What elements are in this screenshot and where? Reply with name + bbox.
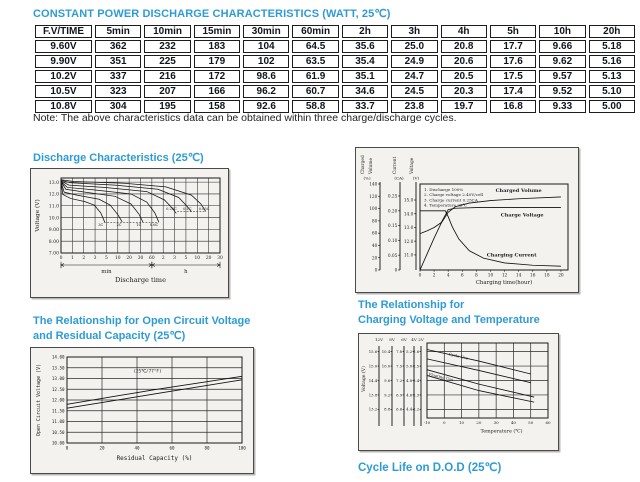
table-cell: 24.9: [391, 55, 437, 68]
table-header-cell: 15min: [194, 25, 240, 38]
ocv-chart: [30, 347, 254, 474]
temp-chart-title: [358, 298, 540, 328]
svg-text:Voltage (V): Voltage (V): [362, 366, 367, 392]
table-cell: 60.7: [292, 85, 338, 98]
svg-text:60: 60: [169, 445, 175, 451]
table-cell: 35.1: [342, 70, 388, 83]
svg-text:6V: 6V: [401, 337, 407, 342]
svg-text:0: 0: [443, 420, 446, 425]
table-cell: 9.57: [539, 70, 585, 83]
table-cell: 337: [95, 70, 141, 83]
svg-text:50: 50: [528, 420, 534, 425]
table-cell: 35.6: [342, 40, 388, 53]
svg-text:140: 140: [369, 182, 378, 188]
table-cell: 362: [95, 40, 141, 53]
table-cell: 20.6: [441, 55, 487, 68]
table-cell: 20.8: [441, 40, 487, 53]
svg-text:60: 60: [545, 420, 551, 425]
svg-text:8: 8: [475, 273, 478, 279]
svg-text:100: 100: [369, 207, 378, 213]
svg-text:15.0: 15.0: [368, 363, 378, 369]
svg-text:8V: 8V: [389, 337, 395, 342]
table-cell: 158: [194, 100, 240, 113]
svg-text:0.1C: 0.1C: [183, 207, 192, 212]
table-cell: 179: [194, 55, 240, 68]
svg-text:11.00: 11.00: [51, 419, 65, 424]
svg-text:30: 30: [493, 420, 499, 425]
svg-text:1C: 1C: [136, 222, 142, 227]
svg-text:30: 30: [137, 256, 144, 261]
svg-text:4.8: 4.8: [406, 377, 413, 383]
svg-text:40: 40: [371, 244, 378, 250]
svg-text:Floating Use: Floating Use: [428, 371, 455, 383]
temp-chart-canvas: [359, 334, 557, 449]
table-cell: 19.7: [441, 100, 487, 113]
svg-text:20: 20: [371, 256, 378, 262]
svg-text:Temperature (℃): Temperature (℃): [480, 429, 523, 435]
svg-text:-10: -10: [423, 420, 431, 425]
svg-text:13.8: 13.8: [368, 392, 378, 398]
svg-text:10: 10: [114, 256, 121, 261]
svg-text:12.00: 12.00: [51, 397, 65, 403]
svg-text:Volume: Volume: [369, 157, 374, 174]
svg-text:11.0: 11.0: [403, 253, 414, 259]
table-cell: 225: [144, 55, 190, 68]
temp-chart-title-line2: Charging Voltage and Temperature: [358, 314, 540, 326]
svg-text:14.00: 14.00: [51, 354, 65, 360]
table-cell: 5.13: [589, 70, 635, 83]
table-note: Note: The above characteristics data can be obtained within three charge/discharge cycles.: [33, 112, 457, 124]
svg-text:10.00: 10.00: [51, 440, 65, 446]
table-header-cell: 2h: [342, 25, 388, 38]
svg-text:2.4: 2.4: [413, 377, 420, 383]
table-cell: 23.8: [391, 100, 437, 113]
table-cell: 216: [144, 70, 190, 83]
table-cell: 166: [194, 85, 240, 98]
svg-text:12.0: 12.0: [403, 239, 414, 245]
table-cell: 183: [194, 40, 240, 53]
table-cell: 61.9: [292, 70, 338, 83]
svg-text:6.9: 6.9: [396, 392, 403, 398]
temp-chart-title-line1: The Relationship for: [358, 299, 465, 311]
svg-text:2C: 2C: [116, 222, 122, 227]
svg-text:Voltage (V): Voltage (V): [35, 199, 41, 232]
charging-characteristics-chart: [355, 147, 579, 293]
constant-power-table: [32, 23, 638, 115]
table-header-cell: 10h: [539, 25, 585, 38]
table-cell: 24.5: [391, 85, 437, 98]
svg-text:12.50: 12.50: [51, 386, 65, 392]
svg-text:5: 5: [184, 256, 188, 261]
svg-text:13.0: 13.0: [48, 180, 59, 186]
svg-text:18: 18: [544, 273, 550, 279]
table-header-cell: 3h: [391, 25, 437, 38]
svg-text:5: 5: [105, 256, 108, 261]
svg-text:11.0: 11.0: [48, 204, 59, 210]
svg-text:2.3: 2.3: [413, 392, 420, 398]
svg-text:4.6: 4.6: [406, 392, 413, 398]
svg-text:13.50: 13.50: [51, 365, 65, 371]
svg-text:2.6: 2.6: [413, 349, 420, 355]
svg-text:6.6: 6.6: [396, 406, 403, 412]
table-cell: 104: [243, 40, 289, 53]
svg-text:15.6: 15.6: [368, 349, 378, 355]
table-cell: 16.8: [490, 100, 536, 113]
svg-text:10: 10: [459, 420, 465, 425]
table-row: [35, 70, 635, 83]
table-cell: 17.6: [490, 55, 536, 68]
svg-text:2.2: 2.2: [413, 406, 420, 412]
page-title: CONSTANT POWER DISCHARGE CHARACTERISTICS (WATT, 25℃): [33, 8, 391, 20]
table-cell: 304: [95, 100, 141, 113]
svg-text:2: 2: [432, 273, 436, 279]
table-row: [35, 40, 635, 53]
table-cell: 63.5: [292, 55, 338, 68]
svg-text:0.05: 0.05: [387, 253, 398, 259]
table-cell: 323: [95, 85, 141, 98]
svg-text:2: 2: [161, 256, 165, 261]
svg-text:7.5: 7.5: [396, 363, 403, 369]
table-row: [35, 55, 635, 68]
table-cell: 351: [95, 55, 141, 68]
svg-text:10.0: 10.0: [48, 216, 59, 222]
svg-text:3: 3: [173, 256, 176, 261]
svg-text:4: 4: [446, 273, 450, 279]
svg-text:Cycle Use: Cycle Use: [448, 351, 469, 361]
table-cell: 102: [243, 55, 289, 68]
discharge-chart: [30, 168, 229, 298]
svg-text:5.0: 5.0: [406, 363, 413, 369]
table-cell: 58.8: [292, 100, 338, 113]
discharge-chart-canvas: [31, 169, 227, 296]
svg-text:13.2: 13.2: [368, 406, 378, 412]
table-cell: 9.62: [539, 55, 585, 68]
svg-text:0.20: 0.20: [387, 209, 398, 215]
svg-text:4.4: 4.4: [406, 406, 413, 412]
svg-text:Charge Voltage: Charge Voltage: [500, 212, 544, 219]
svg-text:2.5: 2.5: [413, 363, 420, 369]
svg-text:30: 30: [217, 256, 223, 261]
svg-text:14.0: 14.0: [403, 212, 414, 218]
table-cell: 9.90V: [35, 55, 92, 68]
svg-text:40: 40: [134, 445, 140, 451]
table-header-cell: 20h: [589, 25, 635, 38]
svg-text:9.00: 9.00: [48, 228, 59, 234]
svg-text:0.15: 0.15: [387, 224, 398, 230]
svg-text:13.0: 13.0: [403, 226, 414, 232]
svg-text:16: 16: [530, 273, 536, 279]
table-header-cell: F.V/TIME: [35, 25, 92, 38]
svg-text:12V: 12V: [375, 337, 383, 342]
svg-text:2. Charge voltage 2.40V/cell: 2. Charge voltage 2.40V/cell: [424, 192, 484, 198]
svg-text:(25℃/77°F): (25℃/77°F): [133, 369, 162, 375]
svg-text:12.0: 12.0: [48, 192, 59, 198]
table-header-cell: 5min: [95, 25, 141, 38]
svg-text:Charging time(hour): Charging time(hour): [475, 280, 533, 286]
table-cell: 5.10: [589, 85, 635, 98]
svg-text:0.6C: 0.6C: [149, 222, 159, 227]
cycle-life-title: Cycle Life on D.O.D (25℃): [358, 462, 502, 474]
svg-text:1: 1: [70, 256, 74, 261]
table-cell: 17.5: [490, 70, 536, 83]
svg-text:3. Charge current 0.25CA: 3. Charge current 0.25CA: [424, 197, 478, 203]
svg-text:20: 20: [205, 256, 212, 261]
svg-text:7.2: 7.2: [396, 377, 403, 383]
svg-text:Charged Volume: Charged Volume: [495, 187, 542, 194]
svg-text:2: 2: [82, 256, 86, 261]
svg-text:10.50: 10.50: [51, 429, 65, 435]
table-cell: 9.33: [539, 100, 585, 113]
table-cell: 34.6: [342, 85, 388, 98]
svg-text:7.8: 7.8: [396, 349, 403, 355]
svg-text:12: 12: [501, 273, 508, 279]
svg-text:20: 20: [126, 256, 132, 261]
table-cell: 5.18: [589, 40, 635, 53]
svg-text:13.00: 13.00: [51, 376, 65, 381]
table-cell: 5.16: [589, 55, 635, 68]
table-cell: 17.7: [490, 40, 536, 53]
svg-text:14.4: 14.4: [368, 377, 378, 383]
svg-text:80: 80: [204, 445, 210, 451]
table-cell: 24.7: [391, 70, 437, 83]
svg-text:10.4: 10.4: [381, 349, 391, 355]
discharge-chart-title: Discharge Characteristics (25℃): [33, 152, 204, 164]
table-cell: 10.2V: [35, 70, 92, 83]
ocv-chart-canvas: [31, 348, 252, 472]
table-cell: 92.6: [243, 100, 289, 113]
svg-text:3C: 3C: [98, 222, 104, 227]
table-cell: 207: [144, 85, 190, 98]
table-cell: 232: [144, 40, 190, 53]
table-header-row: [35, 25, 635, 38]
table-cell: 10.8V: [35, 100, 92, 113]
svg-text:8.8: 8.8: [384, 406, 391, 412]
svg-text:100: 100: [238, 445, 246, 451]
svg-text:80: 80: [371, 219, 378, 225]
svg-text:4. Temperature 25℃: 4. Temperature 25℃: [424, 202, 468, 208]
table-cell: 9.52: [539, 85, 585, 98]
svg-text:0: 0: [394, 268, 398, 274]
svg-text:Charging Current: Charging Current: [486, 252, 537, 259]
table-cell: 33.7: [342, 100, 388, 113]
svg-text:9.6: 9.6: [384, 377, 391, 383]
svg-text:0.05C: 0.05C: [198, 207, 210, 212]
table-header-cell: 60min: [292, 25, 338, 38]
table-header-cell: 5h: [490, 25, 536, 38]
svg-text:(V): (V): [412, 175, 420, 181]
svg-text:0.25C: 0.25C: [166, 207, 177, 212]
svg-text:20: 20: [99, 445, 105, 451]
svg-text:0.25: 0.25: [387, 194, 398, 200]
ocv-chart-title: [33, 314, 250, 344]
table-cell: 98.6: [243, 70, 289, 83]
svg-text:0.10: 0.10: [387, 239, 398, 244]
charging-chart-canvas: [356, 148, 577, 291]
svg-text:8.00: 8.00: [48, 239, 59, 245]
svg-text:10: 10: [194, 256, 201, 261]
svg-text:4V: 4V: [411, 337, 417, 342]
svg-text:0: 0: [59, 256, 63, 261]
table-cell: 172: [194, 70, 240, 83]
svg-text:Voltage: Voltage: [410, 157, 415, 174]
svg-text:11.50: 11.50: [51, 408, 65, 414]
table-cell: 25.0: [391, 40, 437, 53]
table-header-cell: 10min: [144, 25, 190, 38]
svg-text:Residual Capacity (%): Residual Capacity (%): [116, 455, 193, 462]
svg-text:9.2: 9.2: [384, 392, 391, 398]
svg-text:0: 0: [374, 268, 378, 274]
svg-text:2V: 2V: [418, 337, 424, 342]
table-cell: 64.5: [292, 40, 338, 53]
svg-text:Current: Current: [393, 156, 398, 174]
svg-text:(CA): (CA): [394, 175, 404, 181]
svg-text:0: 0: [418, 273, 422, 279]
svg-text:20: 20: [476, 420, 482, 425]
table-cell: 9.66: [539, 40, 585, 53]
table-cell: 35.4: [342, 55, 388, 68]
table-header-cell: 4h: [441, 25, 487, 38]
svg-text:h: h: [184, 269, 188, 275]
svg-text:120: 120: [369, 194, 378, 200]
table-row: [35, 85, 635, 98]
table-cell: 20.5: [441, 70, 487, 83]
svg-text:min: min: [101, 269, 112, 275]
table-cell: 17.4: [490, 85, 536, 98]
svg-text:15.0: 15.0: [403, 198, 414, 204]
table-cell: 5.00: [589, 100, 635, 113]
svg-text:0: 0: [65, 445, 69, 451]
table-cell: 9.60V: [35, 40, 92, 53]
svg-text:7.00: 7.00: [48, 251, 59, 257]
svg-text:20: 20: [558, 273, 564, 279]
svg-text:Discharge time: Discharge time: [115, 276, 166, 284]
svg-text:(%): (%): [363, 175, 371, 181]
table-cell: 195: [144, 100, 190, 113]
svg-text:60: 60: [149, 256, 155, 261]
ocv-chart-title-line1: The Relationship for Open Circuit Voltage: [33, 315, 251, 327]
table-cell: 20.3: [441, 85, 487, 98]
svg-text:40: 40: [510, 420, 516, 425]
svg-text:10.0: 10.0: [381, 363, 391, 369]
svg-text:6: 6: [460, 273, 464, 279]
table-cell: 96.2: [243, 85, 289, 98]
svg-text:60: 60: [371, 231, 378, 237]
svg-text:3: 3: [93, 256, 97, 261]
svg-text:14: 14: [515, 273, 522, 279]
svg-text:5.2: 5.2: [406, 349, 413, 355]
ocv-chart-title-line2: and Residual Capacity (25℃): [33, 330, 186, 342]
svg-text:1. Discharge 100%: 1. Discharge 100%: [424, 187, 464, 192]
table-header-cell: 30min: [243, 25, 289, 38]
svg-text:Open Circuit Voltage (V): Open Circuit Voltage (V): [36, 363, 42, 437]
table-cell: 10.5V: [35, 85, 92, 98]
svg-text:10: 10: [487, 273, 494, 279]
temp-chart: [358, 333, 559, 451]
svg-text:Charged: Charged: [361, 155, 366, 174]
